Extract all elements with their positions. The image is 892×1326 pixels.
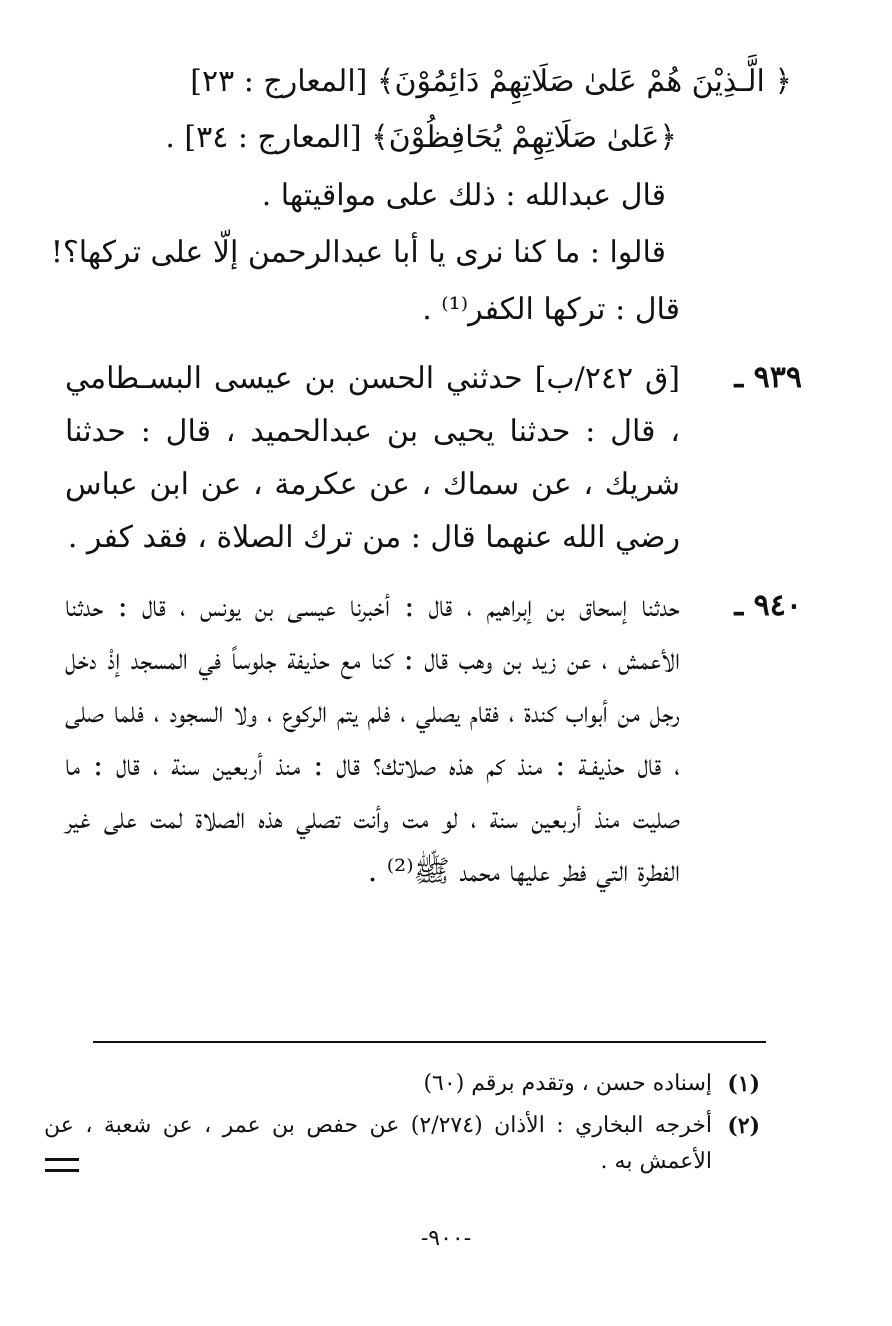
footnote-1-number: (١) xyxy=(727,1071,760,1097)
intro-line-1: قال عبدالله : ذلك على مواقيتها . xyxy=(261,178,666,213)
verse-line-2: ﴿عَلىٰ صَلَاتِهِمْ يُحَافِظُوْنَ﴾ [المعارج : ٣٤] . xyxy=(165,120,677,155)
hadith-939-text: [ق ٢٤٢/ب] حدثني الحسن بن عيسى البسـطامي ، قال : حدثنا يحيى بن عبدالحميد ، قال : حدثنا شريك ، عن سماك ، عن عكرمة ، عن ابن عباس رضي الله عنهما قال : من ترك الصلاة ، فقد كفر . xyxy=(65,361,680,555)
footnote-2-number: (٢) xyxy=(727,1113,760,1139)
intro-line-2: قالوا : ما كنا نرى يا أبا عبدالرحمن إلّا على تركها؟! xyxy=(50,235,666,270)
hadith-940-text: حدثنا إسحاق بن إبراهيم ، قال : أخبرنا عيسى بن يونس ، قال : حدثنا الأعمش ، عن زيد بن وهب قال : كنا مع حذيفة جلوساً في المسجد إذْ دخل رجل من أبواب كندة ، فقام يصلي ، فلم يتم الركوع ، ولا السجود ، فلما صلى ، قال حذيفـة : منذ كم هذه صلاتك؟ قال : منذ أربعين سنة ، قال : ما صليت منذ أربعين سنة ، لو مت وأنت تصلي هذه الصلاة لمت على غير الفطرة التي فطر عليها محمد ﷺ⁽²⁾ . xyxy=(65,589,680,889)
intro-line-3: قال : تركها الكفر⁽¹⁾ . xyxy=(422,292,680,327)
continuation-mark xyxy=(45,1158,79,1172)
page-number: -٩٠٠- xyxy=(420,1226,472,1251)
footnote-2-text: أخرجه البخاري : الأذان (٢/٢٧٤) عن حفص بن عمر ، عن شعبة ، عن الأعمش به . xyxy=(44,1113,712,1174)
footnote-1-text: إسناده حسن ، وتقدم برقم (٦٠) xyxy=(423,1071,712,1096)
footnote-rule xyxy=(93,1041,766,1043)
hadith-number-940: ٩٤٠ ـ xyxy=(734,588,802,623)
hadith-number-939: ٩٣٩ ـ xyxy=(734,360,802,395)
verse-line-1: ﴿ الَّـذِيْنَ هُمْ عَلىٰ صَلَاتِهِمْ دَائِمُوْنَ﴾ [المعارج : ٢٣] xyxy=(190,64,792,99)
